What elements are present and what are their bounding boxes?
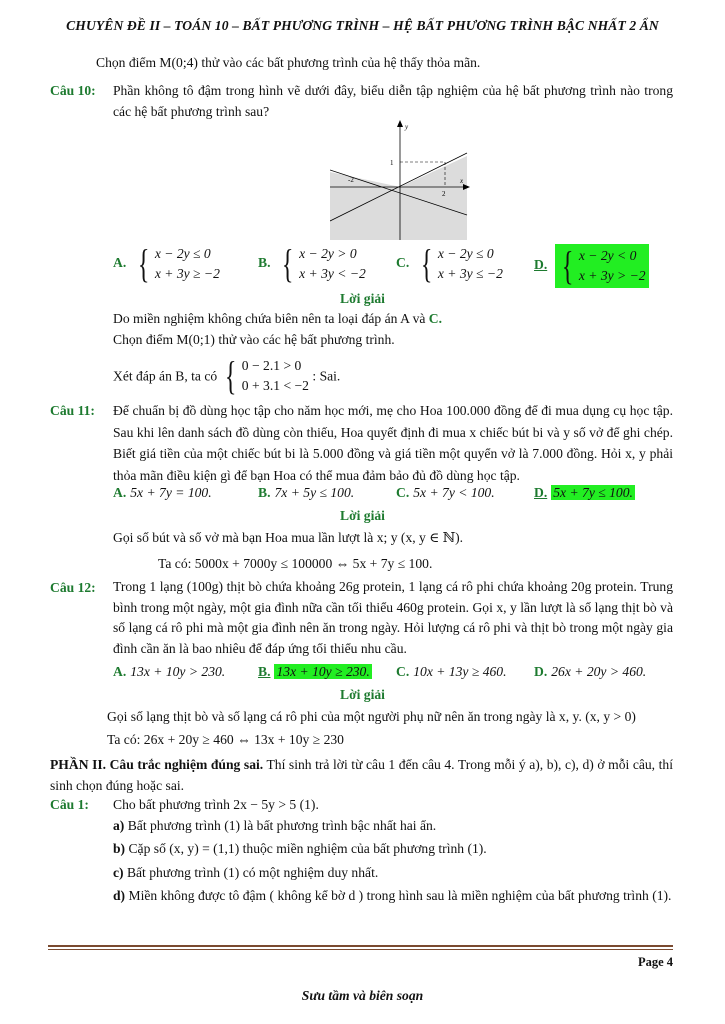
option-text: 5x + 7y = 100. xyxy=(130,485,212,500)
option-letter: A. xyxy=(113,664,127,679)
q10-solution-line2: Chọn điểm M(0;1) thử vào các hệ bất phương trình. xyxy=(113,332,395,347)
intro-line: Chọn điểm M(0;4) thử vào các bất phương trình của hệ thấy thỏa mãn. xyxy=(96,55,481,70)
option-line: x − 2y > 0 xyxy=(299,246,357,261)
statement-label: a) xyxy=(113,818,125,833)
q12-option-b[interactable] xyxy=(258,664,372,680)
option-line: x − 2y ≤ 0 xyxy=(437,246,494,261)
p2-q1-statement-a[interactable] xyxy=(113,815,673,836)
footer-divider xyxy=(48,945,673,947)
q11-number: Câu 11: xyxy=(50,403,95,418)
q12-solution-line1: Gọi số lạng thịt bò và số lạng cá rô phi của một người phụ nữ nên ăn trong ngày là x, y. (x, y > 0) xyxy=(107,709,636,724)
statement-text: Cặp số (x, y) = (1,1) thuộc miền nghiệm của bất phương trình (1). xyxy=(125,841,487,856)
statement-label: b) xyxy=(113,841,126,856)
option-letter: D. xyxy=(534,664,548,679)
q12-solution-line2: Ta có: 26x + 20y ≥ 460 ⇔ 13x + 10y ≥ 230 xyxy=(107,732,344,747)
page-number: Page 4 xyxy=(637,955,673,969)
sol-text: Xét đáp án B, ta có xyxy=(113,368,218,384)
option-text: 5x + 7y < 100. xyxy=(413,485,495,500)
p2-q1-statement-b[interactable] xyxy=(113,838,673,859)
q11-option-c[interactable] xyxy=(396,485,495,501)
q11-solution-line1: Gọi số bút và số vở mà bạn Hoa mua lần lượt là x; y (x, y ∈ ℕ). xyxy=(113,530,464,545)
q11-option-d[interactable] xyxy=(534,485,635,501)
option-line: x + 3y ≤ −2 xyxy=(437,266,503,281)
q10-option-b[interactable]: B. { x − 2y > 0 x + 3y < −2 xyxy=(258,241,366,286)
q10-solution-title: Lời giải xyxy=(340,291,385,306)
p2-q1-statement-c[interactable] xyxy=(113,862,673,883)
q11-option-a[interactable] xyxy=(113,485,212,501)
sol-line: 0 + 3.1 < −2 xyxy=(241,378,309,393)
statement-label: c) xyxy=(113,865,124,880)
q11-solution-line2: Ta có: 5000x + 7000y ≤ 100000 ⇔ 5x + 7y ≤ 100. xyxy=(158,556,433,571)
p2-q1-statement-d[interactable] xyxy=(113,885,673,906)
option-letter: D. xyxy=(534,485,548,500)
shaded-region-upper xyxy=(330,172,400,187)
option-letter: C. xyxy=(396,485,410,500)
option-text: 5x + 7y ≤ 100. xyxy=(553,485,633,500)
sol-text: Do miền nghiệm không chứa biên nên ta loại đáp án A và xyxy=(113,311,429,326)
option-line: x − 2y < 0 xyxy=(578,248,637,263)
option-letter: C. xyxy=(396,255,410,271)
statement-text: Bất phương trình (1) có một nghiệm duy nhất. xyxy=(123,865,379,880)
q11-option-b[interactable] xyxy=(258,485,354,501)
q10-text: Phần không tô đậm trong hình vẽ dưới đây, biểu diễn tập nghiệm của hệ bất phương trình nào trong các hệ bất phương trình sau? xyxy=(113,83,673,119)
sol-line: 0 − 2.1 > 0 xyxy=(241,358,302,373)
footer-divider-thin xyxy=(48,949,673,950)
statement-text: Miền không được tô đậm ( không kể bờ d ) trong hình sau là miền nghiệm của bất phương trình (1). xyxy=(125,888,672,903)
q12-option-d[interactable] xyxy=(534,664,646,680)
tick-1: 1 xyxy=(390,159,394,167)
option-letter: C. xyxy=(396,664,410,679)
option-line: x + 3y > −2 xyxy=(578,268,646,283)
y-label: y xyxy=(405,123,409,131)
option-text: 13x + 10y ≥ 230. xyxy=(276,664,370,679)
statement-text: Bất phương trình (1) là bất phương trình bậc nhất hai ẩn. xyxy=(124,818,437,833)
option-letter: A. xyxy=(113,485,127,500)
p2-q1-number: Câu 1: xyxy=(50,797,89,812)
q12-option-a[interactable] xyxy=(113,664,225,680)
tick-neg2: -2 xyxy=(348,176,354,184)
q10-solution-line1 xyxy=(113,308,673,329)
part2-heading xyxy=(50,754,673,796)
option-text: 13x + 10y > 230. xyxy=(130,664,226,679)
option-letter: A. xyxy=(113,255,127,271)
q10-solution-line3: Xét đáp án B, ta có { 0 − 2.1 > 0 0 + 3.1 < −2 : Sai. xyxy=(113,353,341,398)
option-line: x + 3y < −2 xyxy=(299,266,366,281)
option-text: 26x + 20y > 460. xyxy=(551,664,647,679)
option-line: x + 3y ≥ −2 xyxy=(154,266,220,281)
y-arrow xyxy=(397,120,403,127)
q10-number: Câu 10: xyxy=(50,83,96,98)
q10-option-d[interactable]: D. { x − 2y < 0 x + 3y > −2 xyxy=(534,244,649,288)
q12-number: Câu 12: xyxy=(50,580,96,595)
option-letter: B. xyxy=(258,485,271,500)
q11-text: Để chuẩn bị đồ dùng học tập cho năm học mới, mẹ cho Hoa 100.000 đồng để đi mua dụng cụ học tập. Sau khi lên danh sách đồ dùng còn thiếu, Hoa quyết định đi mua x chiếc bút bi và y số vở để ghi chép. Biết giá tiền của một chiếc bút bi là 5.000 đồng và giá tiền một quyển vở là 7.000 đồng. Hỏi x, y phải thỏa mãn điều kiện gì để bạn Hoa có thể mua đảm bảo đủ đồ dùng học tập. xyxy=(113,403,673,483)
q10-graph xyxy=(330,120,470,242)
page-header: CHUYÊN ĐỀ II – TOÁN 10 – BẤT PHƯƠNG TRÌNH – HỆ BẤT PHƯƠNG TRÌNH BẬC NHẤT 2 ẨN xyxy=(66,18,659,33)
option-text: 10x + 13y ≥ 460. xyxy=(413,664,507,679)
tick-2: 2 xyxy=(442,190,446,198)
q10-option-a[interactable]: A. { x − 2y ≤ 0 x + 3y ≥ −2 xyxy=(113,241,220,286)
q12-solution-title: Lời giải xyxy=(340,687,385,702)
x-label: x xyxy=(460,177,464,185)
p2-q1-text: Cho bất phương trình 2x − 5y > 5 (1). xyxy=(113,797,319,812)
q12-option-c[interactable] xyxy=(396,664,507,680)
option-letter: B. xyxy=(258,255,271,271)
footer-credit: Sưu tầm và biên soạn xyxy=(301,988,424,1003)
q12-text: Trong 1 lạng (100g) thịt bò chứa khoảng 26g protein, 1 lạng cá rô phi chứa khoảng 20g protein. Trung bình trong một ngày, một gia đình nữa cần tối thiểu 460g protein. Gọi x, y lần lượt là số lạng thịt bò và số lạng cá rô phi mà một gia đình nên ăn trong ngày. Hỏi lượng cá rô phi và thịt bò trong một ngày gia đình cần ăn là bao nhiêu để đáp ứng tối thiểu nhu cầu. xyxy=(113,579,673,656)
sol-answer-c: C. xyxy=(428,311,443,326)
option-text: 7x + 5y ≤ 100. xyxy=(274,485,355,500)
part2-title: PHẦN II. Câu trắc nghiệm đúng sai. xyxy=(50,757,264,772)
q10-option-c[interactable]: C. { x − 2y ≤ 0 x + 3y ≤ −2 xyxy=(396,241,503,286)
part2-desc: Thí sinh trả lời từ câu 1 đến câu 4. Trong mỗi ý a), b), c), d) ở mỗi câu, thí sinh chọn đúng hoặc sai. xyxy=(50,757,673,793)
option-line: x − 2y ≤ 0 xyxy=(154,246,211,261)
option-letter: D. xyxy=(534,257,548,273)
statement-label: d) xyxy=(113,888,126,903)
option-letter: B. xyxy=(258,664,271,679)
q11-solution-title: Lời giải xyxy=(340,508,385,523)
sol-text: : Sai. xyxy=(312,368,341,384)
